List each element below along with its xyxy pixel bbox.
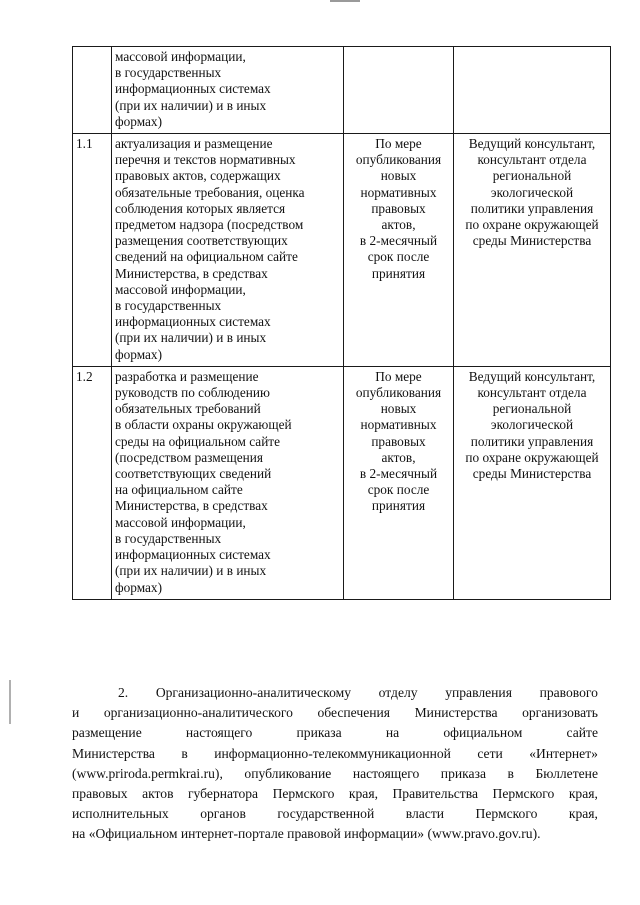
table-row — [73, 134, 611, 367]
measures-table-body — [73, 47, 611, 600]
activity-cell-line: формах) — [115, 346, 163, 362]
responsible-cell-line: среды Министерства — [472, 466, 592, 482]
deadline-cell-line: срок после — [367, 249, 430, 265]
paragraph-word: сайте — [566, 725, 598, 741]
activity-cell-line: в области охраны окружающей — [115, 417, 292, 433]
deadline-cell-line: По мере — [375, 368, 422, 384]
paragraph-word: размещение — [72, 725, 142, 741]
paragraph-line — [72, 784, 598, 804]
table-row — [73, 47, 611, 134]
responsible-cell-line: политики управления — [470, 433, 594, 449]
paragraph-word: настоящего — [352, 765, 420, 781]
activity-cell-line: разработка и размещение — [115, 368, 259, 384]
paragraph-word: края, — [568, 806, 598, 822]
paragraph-word: организационно-аналитического — [103, 705, 293, 721]
paragraph-word: губернатора — [187, 785, 259, 801]
activity-cell-line: массовой информации, — [115, 49, 246, 64]
responsible-cell-line: Ведущий консультант, — [468, 136, 596, 152]
activity-cell-line: размещения соответствующих — [115, 233, 288, 249]
responsible-cell-line: консультант отдела — [477, 385, 587, 401]
paragraph-word: 2. — [118, 685, 129, 700]
activity-cell-line: соответствующих сведений — [115, 466, 272, 482]
paragraph-word: опубликование — [244, 765, 332, 781]
paragraph-word: приказа — [440, 765, 486, 781]
activity-cell-line: формах) — [115, 113, 163, 129]
activity-cell-line: (посредством размещения — [115, 449, 264, 465]
responsible-cell — [454, 134, 611, 367]
activity-cell-line: предметом надзора (посредством — [115, 217, 304, 233]
activity-cell — [112, 134, 344, 367]
paragraph-word: официальном — [443, 725, 523, 741]
deadline-cell-line: нормативных — [360, 184, 437, 200]
activity-cell-line: массовой информации, — [115, 514, 246, 530]
paragraph-word: края, — [568, 785, 598, 801]
paragraph-word: исполнительных — [72, 806, 169, 822]
responsible-cell-line: по охране окружающей — [465, 449, 599, 465]
paragraph-line — [72, 703, 598, 723]
paragraph-line — [72, 744, 598, 764]
deadline-cell-line: По мере — [375, 136, 422, 152]
paragraph-word: настоящего — [185, 725, 253, 741]
activity-cell-line: сведений на официальном сайте — [115, 249, 298, 265]
measures-table — [72, 46, 611, 600]
paragraph-word: государственной — [277, 806, 375, 822]
activity-cell — [112, 47, 344, 134]
responsible-cell-line: консультант отдела — [477, 152, 587, 168]
paragraph-word: в — [181, 745, 188, 761]
deadline-cell-line: в 2-месячный — [359, 466, 438, 482]
paragraph-word: Министерства — [414, 705, 498, 721]
paragraph-word: Пермского — [492, 785, 555, 801]
deadline-cell-line: в 2-месячный — [359, 233, 438, 249]
paragraph-line — [72, 824, 598, 844]
activity-cell-line: (при их наличии) и в иных — [115, 330, 267, 346]
responsible-cell-line: региональной — [492, 401, 572, 417]
paragraph-word: Организационно-аналитическому — [155, 685, 352, 700]
paragraph-word: на «Официальном интернет-портале правовой информации» (www.pravo.gov.ru). — [72, 826, 541, 842]
paragraph-word: края, — [348, 785, 378, 801]
deadline-cell-line: новых — [380, 168, 417, 184]
paragraph-word: Пермского — [475, 806, 538, 822]
paragraph-word: сети — [477, 745, 503, 761]
activity-cell — [112, 366, 344, 599]
deadline-cell-line: принятия — [371, 265, 426, 281]
activity-cell-line: соблюдения которых является — [115, 200, 286, 216]
deadline-cell-line: срок после — [367, 482, 430, 498]
activity-cell-line: в государственных — [115, 65, 222, 81]
responsible-cell-line: экологической — [490, 417, 574, 433]
paragraph-word: управления — [445, 685, 512, 700]
responsible-cell-line: по охране окружающей — [465, 217, 599, 233]
deadline-cell-line: новых — [380, 401, 417, 417]
deadline-cell — [344, 134, 454, 367]
activity-cell-line: руководств по соблюдению — [115, 385, 270, 401]
table-row — [73, 366, 611, 599]
paragraph-word: (www.priroda.permkrai.ru), — [72, 765, 223, 781]
activity-cell-line: обязательных требований — [115, 401, 261, 417]
paragraph-word: правовых — [72, 785, 128, 801]
row-number — [73, 47, 112, 134]
activity-cell-line: в государственных — [115, 530, 222, 546]
responsible-cell-line: экологической — [490, 184, 574, 200]
paragraph-word: власти — [405, 806, 445, 822]
paragraph-line — [72, 764, 598, 784]
paragraph-word: Правительства — [392, 785, 479, 801]
activity-cell-line: (при их наличии) и в иных — [115, 97, 267, 113]
deadline-cell-line: нормативных — [360, 417, 437, 433]
responsible-cell-line: Ведущий консультант, — [468, 368, 596, 384]
responsible-cell — [454, 47, 611, 134]
deadline-cell-line: правовых — [371, 433, 426, 449]
paragraph-word: Бюллетене — [535, 765, 598, 781]
activity-cell-line: актуализация и размещение — [115, 136, 273, 152]
activity-cell-line: правовых актов, содержащих — [115, 168, 281, 184]
paragraph-line — [72, 683, 598, 703]
activity-cell-line: среды на официальном сайте — [115, 433, 281, 449]
binding-mark — [9, 680, 11, 724]
activity-cell-line: (при их наличии) и в иных — [115, 563, 267, 579]
paragraph-2 — [72, 683, 598, 845]
activity-cell-line: обязательные требования, оценка — [115, 184, 305, 200]
paragraph-word: в — [507, 765, 514, 781]
responsible-cell-line: региональной — [492, 168, 572, 184]
responsible-cell-line: среды Министерства — [472, 233, 592, 249]
deadline-cell — [344, 366, 454, 599]
paragraph-word: Пермского — [272, 785, 335, 801]
activity-cell-line: формах) — [115, 579, 163, 595]
activity-cell-line: информационных системах — [115, 314, 271, 330]
paragraph-line — [72, 723, 598, 743]
paragraph-word: на — [385, 725, 400, 741]
deadline-cell — [344, 47, 454, 134]
deadline-cell-line: правовых — [371, 200, 426, 216]
paragraph-word: органов — [200, 806, 246, 822]
activity-cell-line: информационных системах — [115, 547, 271, 563]
deadline-cell-line: опубликования — [355, 385, 442, 401]
activity-cell-line: перечня и текстов нормативных — [115, 152, 296, 168]
activity-cell-line: массовой информации, — [115, 281, 246, 297]
paragraph-word: информационно-телекоммуникационной — [214, 745, 451, 761]
responsible-cell-line: политики управления — [470, 200, 594, 216]
deadline-cell-line: опубликования — [355, 152, 442, 168]
paragraph-word: Министерства — [72, 745, 155, 761]
responsible-cell — [454, 366, 611, 599]
paragraph-word: приказа — [296, 725, 342, 741]
scan-edge-mark — [330, 0, 360, 2]
paragraph-word: актов — [142, 785, 174, 801]
activity-cell-line: на официальном сайте — [115, 482, 243, 498]
paragraph-word: и — [72, 705, 80, 721]
paragraph-line — [72, 804, 598, 824]
deadline-cell-line: актов, — [381, 217, 416, 233]
activity-cell-line: в государственных — [115, 298, 222, 314]
deadline-cell-line: принятия — [371, 498, 426, 514]
paragraph-word: правового — [539, 685, 598, 700]
paragraph-word: отделу — [378, 685, 418, 700]
activity-cell-line: информационных системах — [115, 81, 271, 97]
row-number: 1.2 — [73, 366, 112, 599]
row-number: 1.1 — [73, 134, 112, 367]
activity-cell-line: Министерства, в средствах — [115, 498, 268, 514]
activity-cell-line: Министерства, в средствах — [115, 265, 268, 281]
paragraph-word: обеспечения — [317, 705, 391, 721]
paragraph-word: организовать — [522, 705, 598, 721]
deadline-cell-line: актов, — [381, 449, 416, 465]
paragraph-word: «Интернет» — [529, 745, 598, 761]
